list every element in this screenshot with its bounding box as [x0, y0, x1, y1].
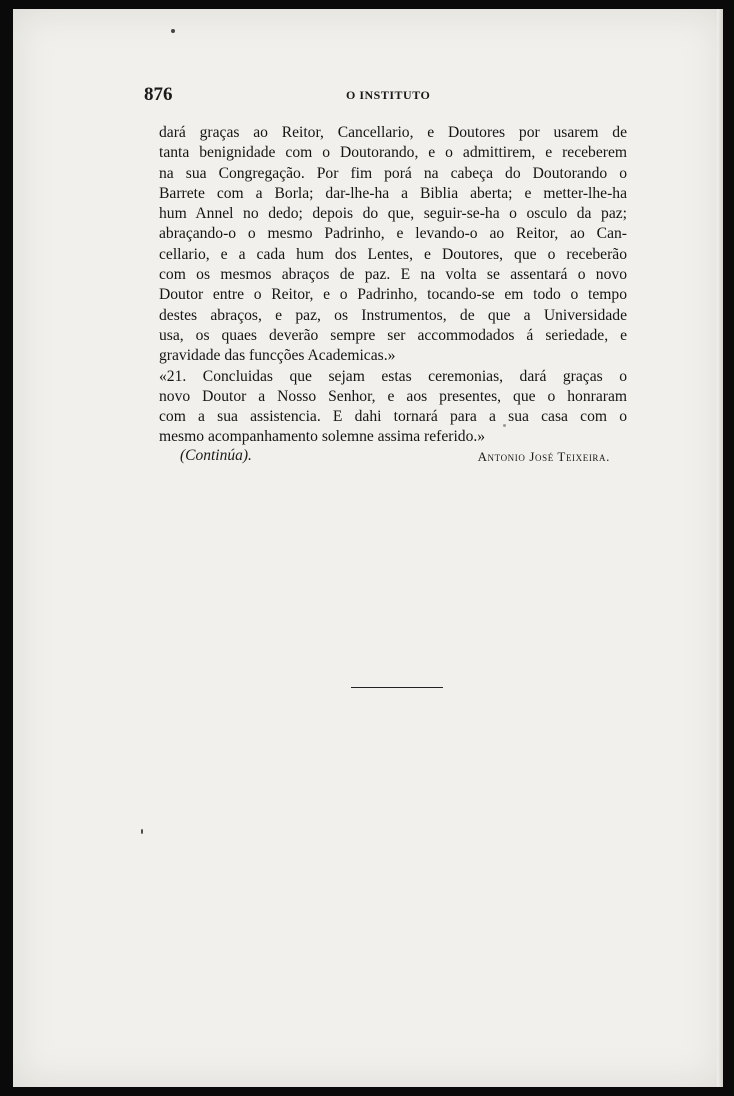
body-text [159, 123, 627, 448]
text-line: «21. Concluidas que sejam estas ceremonias, dará graças o [159, 367, 627, 385]
section-divider [351, 687, 443, 688]
text-line: dará graças ao Reitor, Cancellario, e Doutores por usarem de [159, 124, 627, 141]
text-line: usa, os quaes deverão sempre ser accommodados á seriedade, e [159, 326, 627, 344]
text-line: Doutor entre o Reitor, e o Padrinho, tocando-se em todo o tempo [159, 286, 627, 304]
text-line: gravidade das funcções Academicas.» [159, 347, 396, 365]
continua-note: (Continúa). [180, 447, 252, 464]
text-line: na sua Congregação. Por fim porá na cabeça do Doutorando o [159, 164, 627, 182]
text-line: abraçando-o o mesmo Padrinho, e levando-o ao Reitor, ao Can- [159, 225, 627, 243]
text-line: com os mesmos abraços de paz. E na volta se assentará o novo [159, 266, 627, 284]
text-line: com a sua assistencia. E dahi tornará para a sua casa com o [159, 408, 627, 426]
text-line: novo Doutor a Nosso Senhor, e aos presentes, que o honraram [159, 387, 627, 405]
ink-speck [141, 829, 143, 834]
author-signature: Antonio José Teixeira. [477, 449, 610, 464]
text-line: hum Annel no dedo; depois do que, seguir-se-ha o osculo da paz; [159, 205, 627, 223]
text-line: cellario, e a cada hum dos Lentes, e Doutores, que o receberão [159, 245, 627, 263]
page-header [144, 84, 584, 108]
text-line: destes abraços, e paz, os Instrumentos, de que a Universidade [159, 306, 627, 324]
running-title: O INSTITUTO [346, 88, 431, 102]
text-line: Barrete com a Borla; dar-lhe-ha a Biblia aberta; e metter-lhe-ha [159, 184, 627, 202]
text-line: mesmo acompanhamento solemne assima referido.» [159, 428, 486, 446]
page-number: 876 [144, 84, 173, 105]
text-line: tanta benignidade com o Doutorando, e o admittirem, e receberem [159, 144, 627, 162]
article-footer [180, 447, 610, 469]
ink-speck [171, 29, 175, 33]
scan-shadow-edge [717, 9, 723, 1087]
